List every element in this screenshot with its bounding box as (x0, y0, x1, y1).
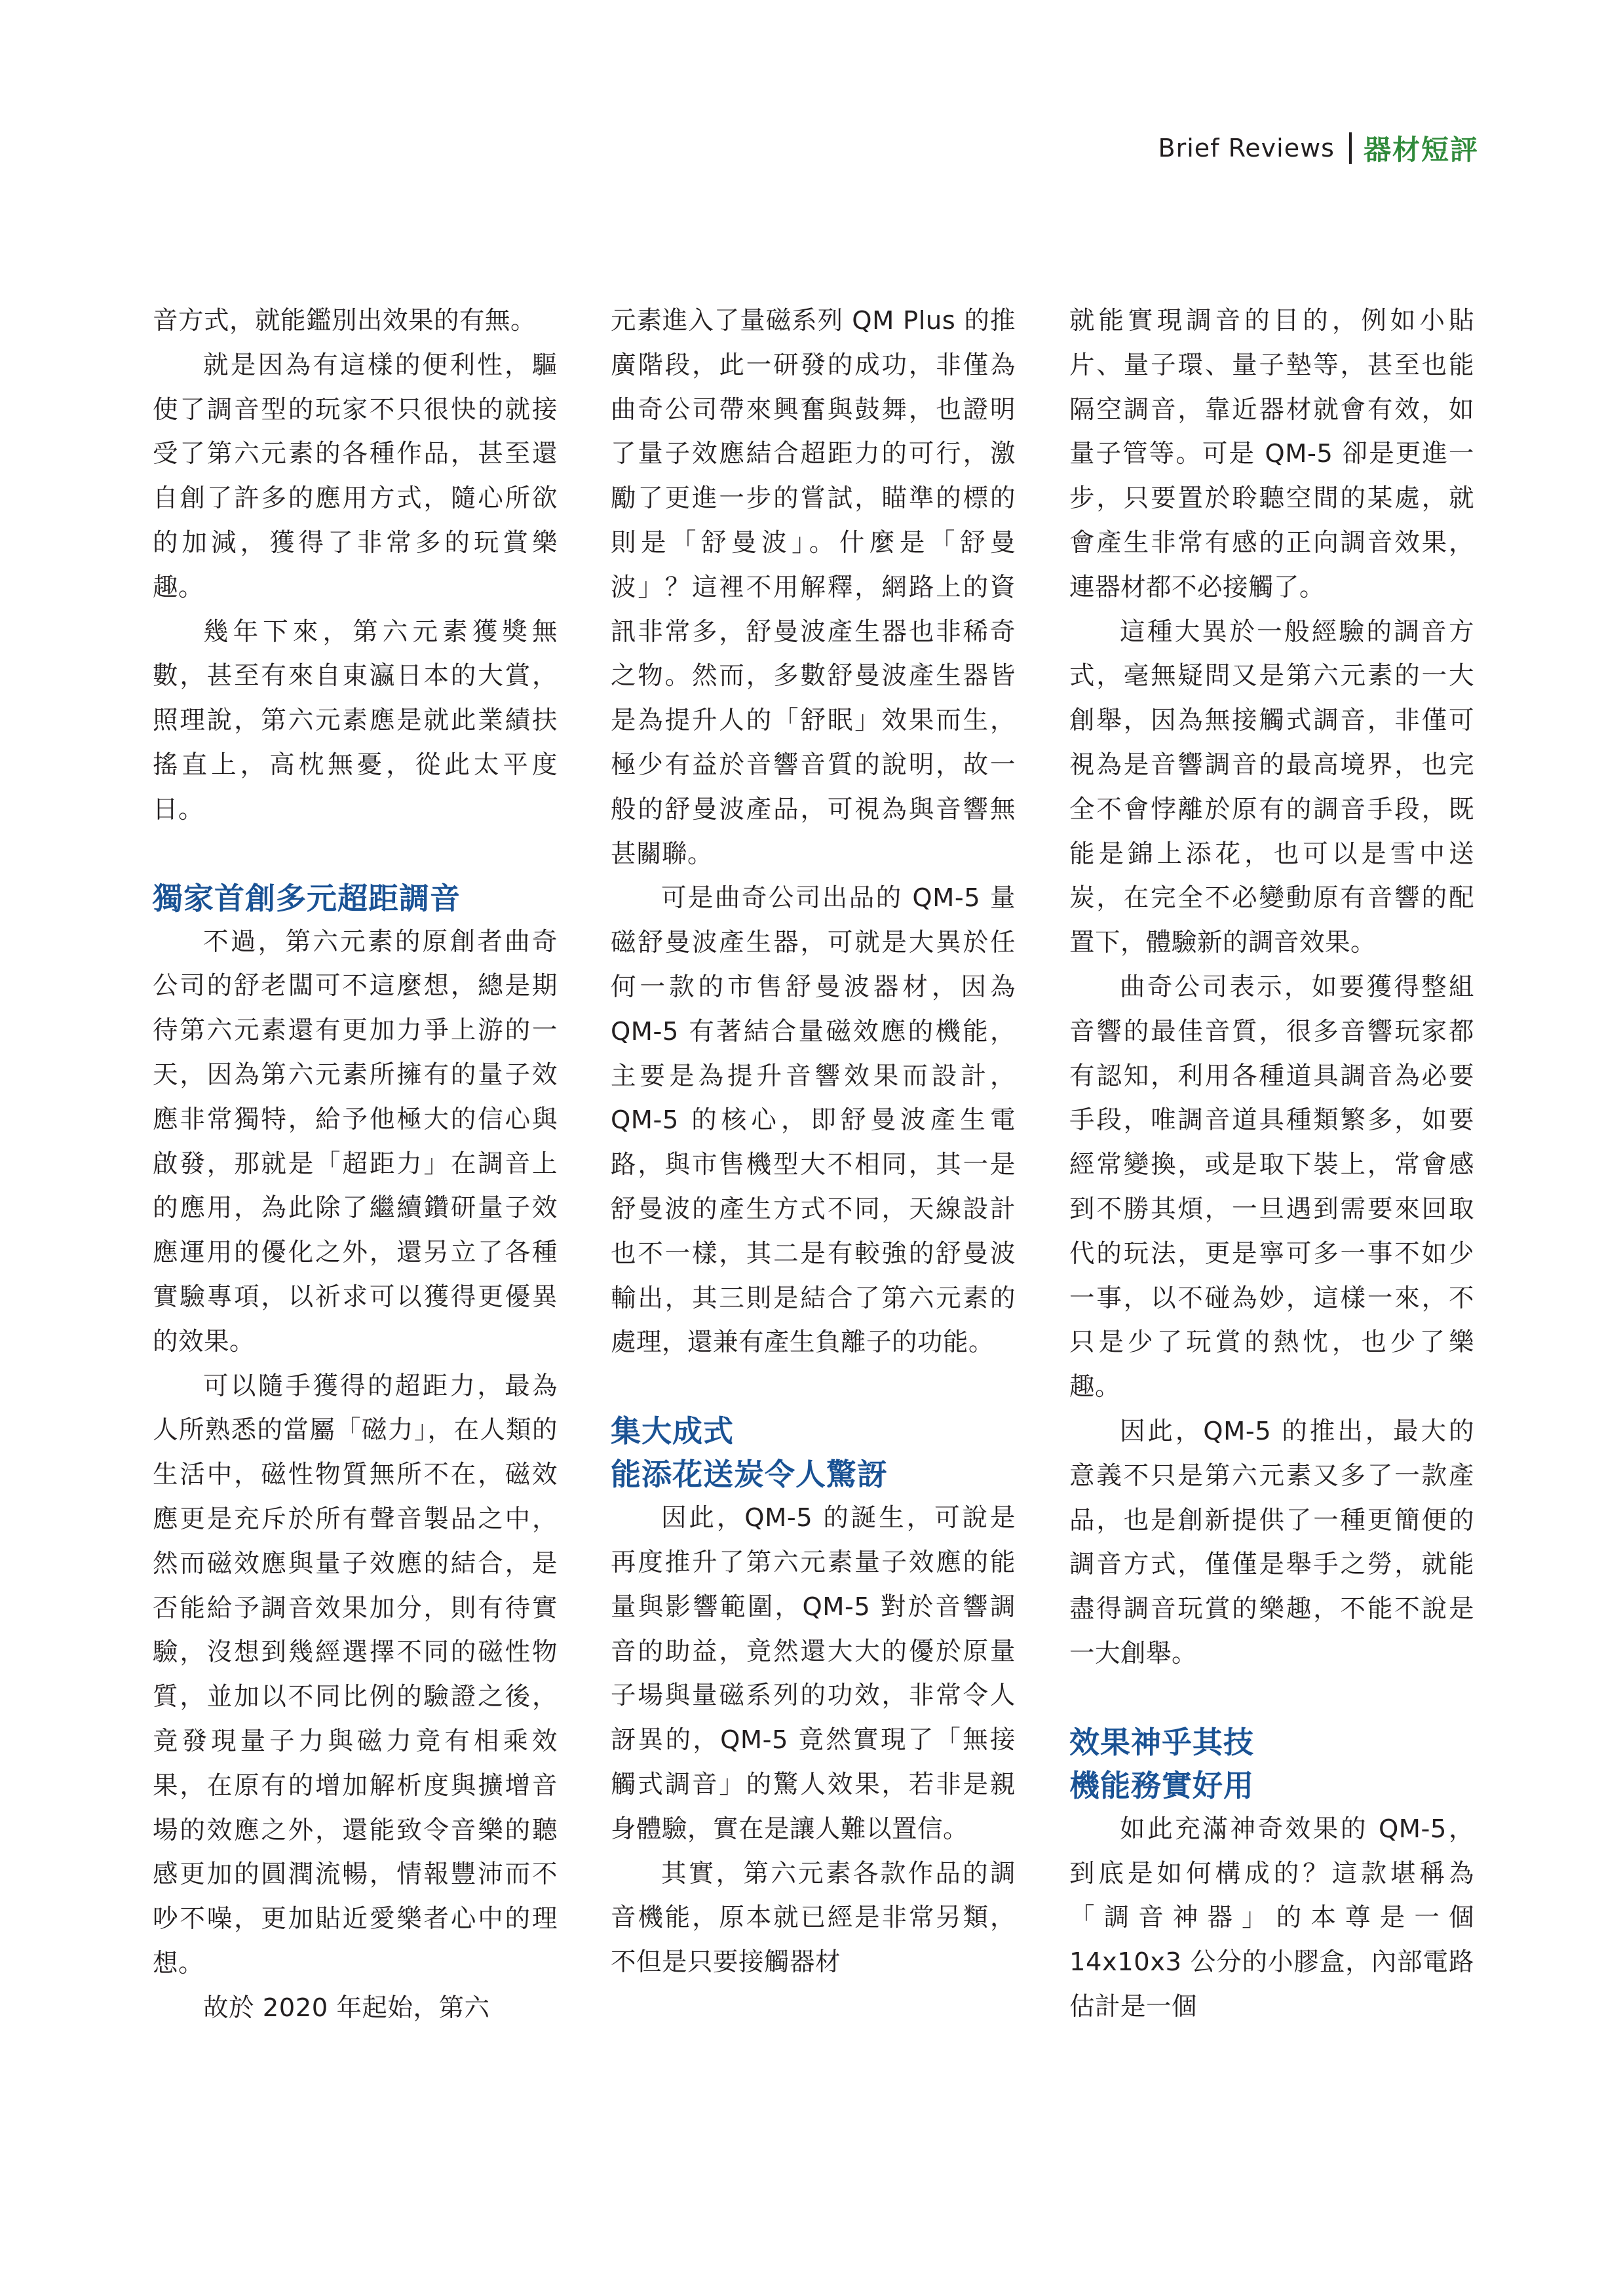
section-heading: 獨家首創多元超距調音 (153, 880, 461, 916)
paragraph: 曲奇公司表示，如要獲得整組音響的最佳音質，很多音響玩家都有認知，利用各種道具調音為必要手段，唯調音道具種類繁多，如要經常變換，或是取下裝上，常會感到不勝其煩，一旦遇到需要來回取代的玩法，更是寧可多一事不如少一事，以不碰為妙，這樣一來，不只是少了玩賞的熱忱，也少了樂趣。 (1069, 972, 1474, 1402)
section-heading: 效果神乎其技 (1069, 1724, 1254, 1760)
section-gap (611, 1365, 1016, 1409)
paragraph: 不過，第六元素的原創者曲奇公司的舒老闆可不這麼想，總是期待第六元素還有更加力爭上游的一天，因為第六元素所擁有的量子效應非常獨特，給予他極大的信心與啟發，那就是「超距力」在調音上的應用，為此除了繼續鑽研量子效應運用的優化之外，還另立了各種實驗專項，以祈求可以獲得更優異的效果。 (153, 927, 558, 1356)
paragraph: 幾年下來，第六元素獲獎無數，甚至有來自東瀛日本的大賞，照理說，第六元素應是就此業績扶搖直上，高枕無憂，從此太平度日。 (153, 617, 558, 824)
paragraph: 元素進入了量磁系列 QM Plus 的推廣階段，此一研發的成功，非僅為曲奇公司帶來興奮與鼓舞，也證明了量子效應結合超距力的可行，激勵了更進一步的嘗試，瞄準的標的則是「舒曼波」。什麼是「舒曼波」？這裡不用解釋，網路上的資訊非常多，舒曼波產生器也非稀奇之物。然而，多數舒曼波產生器皆是為提升人的「舒眠」效果而生，極少有益於音響音質的說明，故一般的舒曼波產品，可視為與音響無甚關聯。 (611, 306, 1016, 869)
paragraph: 故於 2020 年起始，第六 (203, 1993, 490, 2023)
paragraph: 其實，第六元素各款作品的調音機能，原本就已經是非常另類，不但是只要接觸器材 (611, 1858, 1016, 1978)
section-subheading: 機能務實好用 (1069, 1767, 1254, 1803)
paragraph: 就是因為有這樣的便利性，驅使了調音型的玩家不只很快的就接受了第六元素的各種作品，甚至還自創了許多的應用方式，隨心所欲的加減，獲得了非常多的玩賞樂趣。 (153, 350, 558, 602)
header-divider (1349, 132, 1352, 164)
paragraph: 音方式，就能鑑別出效果的有無。 (153, 306, 537, 335)
section-gap (1069, 1676, 1474, 1721)
paragraph: 因此，QM-5 的誕生，可說是再度推升了第六元素量子效應的能量與影響範圍，QM-5 對於音響調音的助益，竟然還大大的優於原量子場與量磁系列的功效，非常令人訝異的，QM-5 竟然實現了「無接觸式調音」的驚人效果，若非是親身體驗，實在是讓人難以置信。 (611, 1503, 1016, 1844)
section-subheading: 能添花送炭令人驚訝 (611, 1457, 888, 1493)
paragraph: 可是曲奇公司出品的 QM-5 量磁舒曼波產生器，可就是大異於任何一款的市售舒曼波器材，因為 QM-5 有著結合量磁效應的機能，主要是為提升音響效果而設計，QM-5 的核心，即舒曼波產生電路，與市售機型大不相同，其一是舒曼波的產生方式不同，天線設計也不一樣，其二是有較強的舒曼波輸出，其三則是結合了第六元素的處理，還兼有產生負離子的功能。 (611, 883, 1016, 1358)
section-heading: 集大成式 (611, 1413, 734, 1449)
paragraph: 因此，QM-5 的推出，最大的意義不只是第六元素又多了一款產品，也是創新提供了一種更簡便的調音方式，僅僅是舉手之勞，就能盡得調音玩賞的樂趣，不能不說是一大創舉。 (1069, 1416, 1474, 1668)
section-title-en: Brief Reviews (1158, 134, 1335, 163)
section-header (1158, 128, 1479, 168)
paragraph: 如此充滿神奇效果的 QM-5，到底是如何構成的？這款堪稱為「調音神器」的本尊是一個 14x10x3 公分的小膠盒，內部電路估計是一個 (1069, 1814, 1474, 2021)
text-column-1 (153, 299, 558, 2030)
text-column-2 (611, 299, 1016, 1985)
paragraph: 就能實現調音的目的，例如小貼片、量子環、量子墊等，甚至也能隔空調音，靠近器材就會有效，如量子管等。可是 QM-5 卻是更進一步，只要置於聆聽空間的某處，就會產生非常有感的正向調音效果，連器材都不必接觸了。 (1069, 306, 1474, 602)
section-gap (153, 832, 558, 877)
paragraph: 這種大異於一般經驗的調音方式，毫無疑問又是第六元素的一大創舉，因為無接觸式調音，非僅可視為是音響調音的最高境界，也完全不會悖離於原有的調音手段，既能是錦上添花，也可以是雪中送炭，在完全不必變動原有音響的配置下，體驗新的調音效果。 (1069, 617, 1474, 958)
text-column-3 (1069, 299, 1474, 2029)
paragraph: 可以隨手獲得的超距力，最為人所熟悉的當屬「磁力」，在人類的生活中，磁性物質無所不在，磁效應更是充斥於所有聲音製品之中，然而磁效應與量子效應的結合，是否能給予調音效果加分，則有待實驗，沒想到幾經選擇不同的磁性物質，並加以不同比例的驗證之後，竟發現量子力與磁力竟有相乘效果，在原有的增加解析度與擴增音場的效應之外，還能致令音樂的聽感更加的圓潤流暢，情報豐沛而不吵不噪，更加貼近愛樂者心中的理想。 (153, 1371, 558, 1978)
section-title-zh: 器材短評 (1363, 134, 1479, 166)
